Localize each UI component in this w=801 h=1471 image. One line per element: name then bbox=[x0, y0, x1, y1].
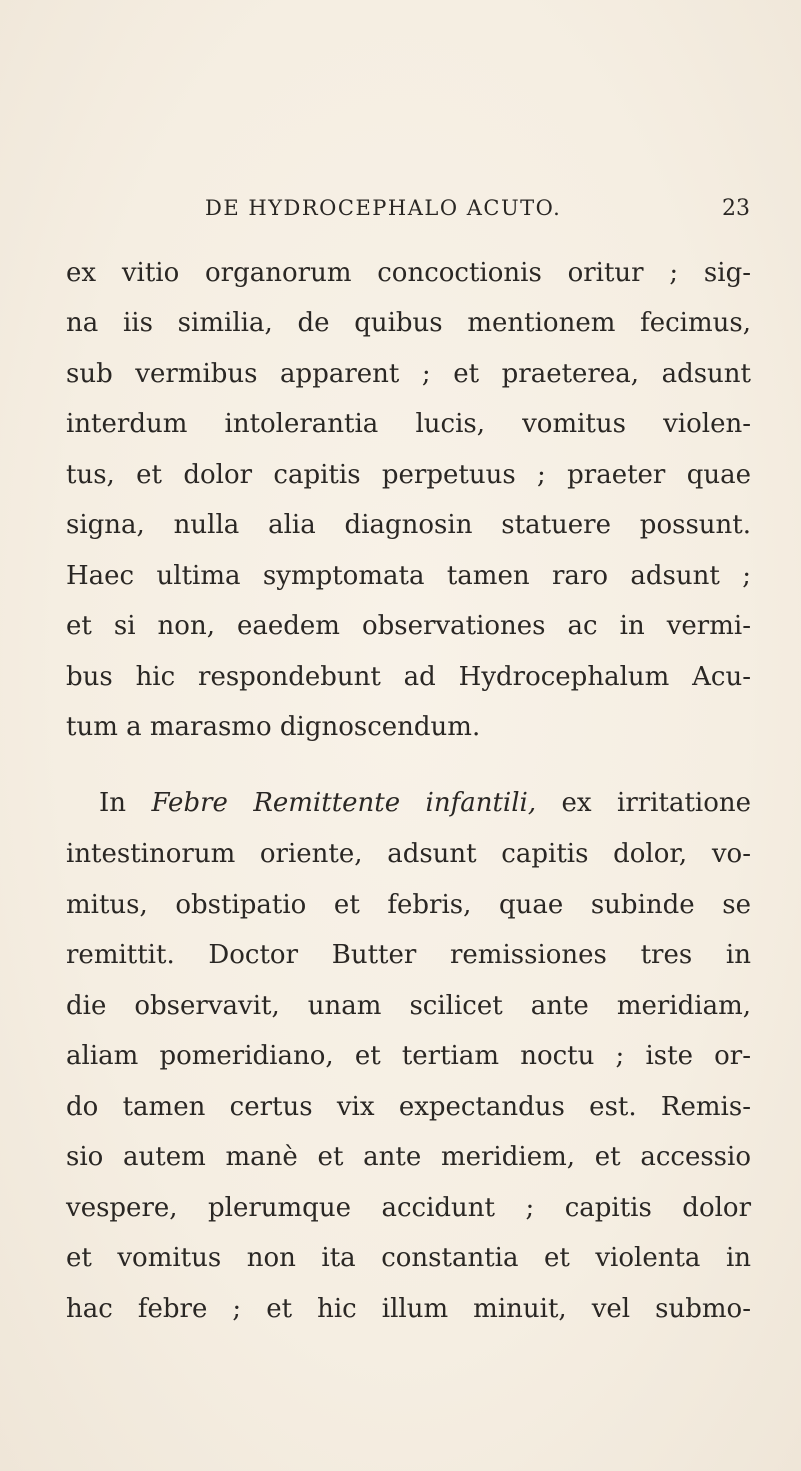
text-line: na iis similia, de quibus mentionem fecimus, bbox=[66, 308, 751, 338]
text-line: die observavit, unam scilicet ante meridiam, bbox=[66, 991, 751, 1021]
text-line: Haec ultima symptomata tamen raro adsunt ; bbox=[66, 561, 751, 591]
text-line: hac febre ; et hic illum minuit, vel submo- bbox=[66, 1294, 751, 1324]
text-line: sio autem manè et ante meridiem, et accessio bbox=[66, 1142, 751, 1172]
text-line: intestinorum oriente, adsunt capitis dolor, vo- bbox=[66, 839, 751, 869]
text-line: remittit. Doctor Butter remissiones tres in bbox=[66, 940, 751, 970]
text-line: mitus, obstipatio et febris, quae subinde se bbox=[66, 890, 751, 920]
running-head bbox=[205, 196, 750, 226]
text-line: signa, nulla alia diagnosin statuere possunt. bbox=[66, 510, 751, 540]
text-line: sub vermibus apparent ; et praeterea, adsunt bbox=[66, 359, 751, 389]
text-line: vespere, plerumque accidunt ; capitis dolor bbox=[66, 1193, 751, 1223]
text-run: ex irritatione bbox=[561, 788, 751, 818]
paragraph-first-line bbox=[99, 778, 751, 828]
text-line: do tamen certus vix expectandus est. Remis- bbox=[66, 1092, 751, 1122]
text-line: bus hic respondebunt ad Hydrocephalum Acu- bbox=[66, 662, 751, 692]
text-line: et si non, eaedem observationes ac in vermi- bbox=[66, 611, 751, 641]
text-line: aliam pomeridiano, et tertiam noctu ; iste or- bbox=[66, 1041, 751, 1071]
running-title: DE HYDROCEPHALO ACUTO. bbox=[205, 196, 562, 220]
text-line: ex vitio organorum concoctionis oritur ; sig- bbox=[66, 258, 751, 288]
text-run: In bbox=[99, 788, 127, 818]
page-number: 23 bbox=[722, 196, 750, 221]
text-line: et vomitus non ita constantia et violenta in bbox=[66, 1243, 751, 1273]
text-line: tum a marasmo dignoscendum. bbox=[66, 712, 481, 742]
text-line: tus, et dolor capitis perpetuus ; praeter quae bbox=[66, 460, 751, 490]
italic-term: Febre Remittente infantili, bbox=[151, 788, 537, 818]
text-line: interdum intolerantia lucis, vomitus violen- bbox=[66, 409, 751, 439]
